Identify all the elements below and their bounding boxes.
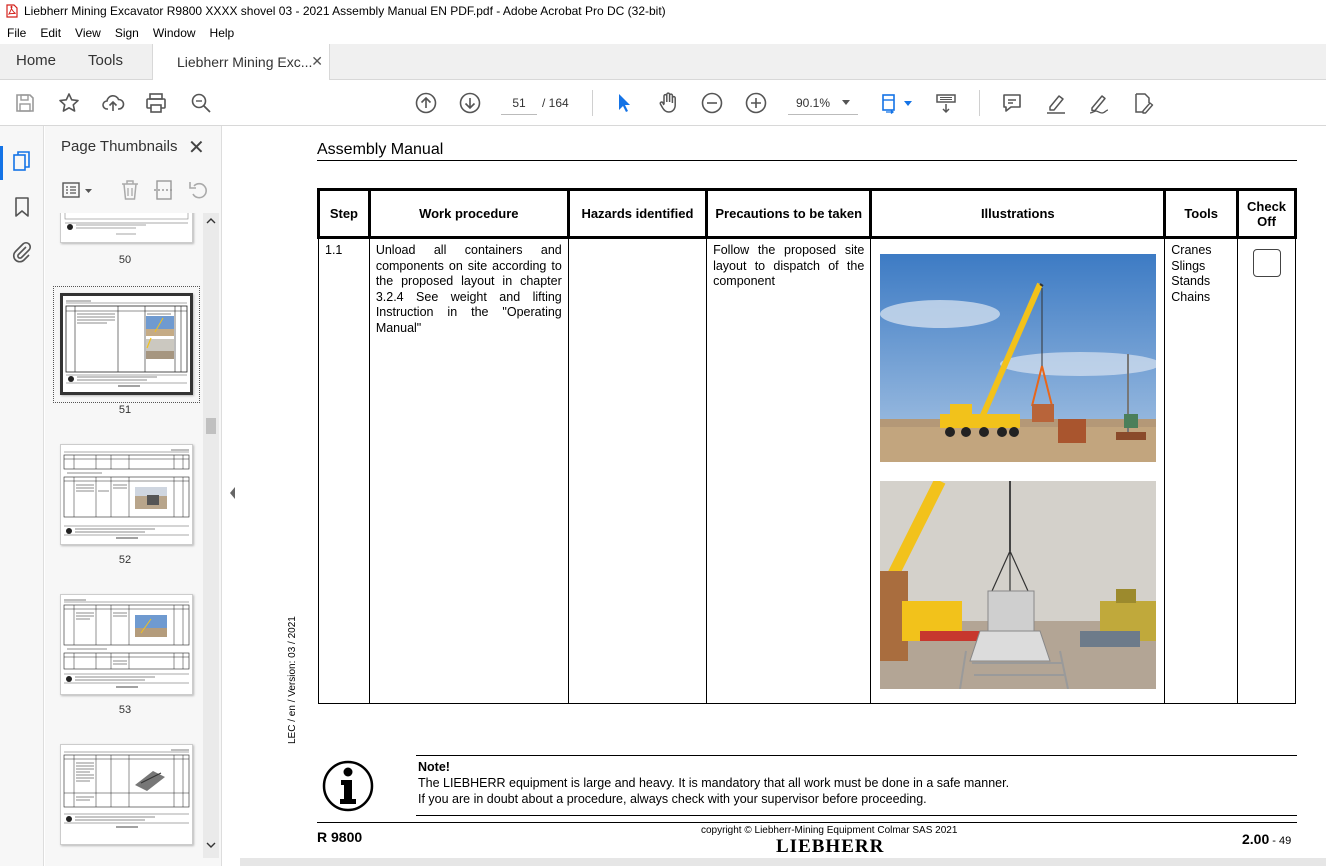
version-side-text: LEC / en / Version: 03 / 2021: [287, 616, 298, 744]
column-header: Step: [319, 190, 370, 238]
horizontal-scrollbar[interactable]: [240, 858, 1326, 866]
menu-window[interactable]: Window: [152, 26, 196, 40]
thumbnail-page[interactable]: [60, 594, 193, 695]
page-total: / 164: [542, 96, 569, 110]
tool-item: Cranes: [1171, 243, 1212, 257]
attachments-icon[interactable]: [10, 240, 34, 264]
menu-view[interactable]: View: [75, 26, 101, 40]
hand-tool-icon[interactable]: [656, 91, 680, 115]
precautions-cell: Follow the proposed site layout to dispatch of the component: [707, 238, 871, 704]
zoom-level-value: 90.1%: [796, 96, 831, 110]
tab-document[interactable]: [152, 44, 330, 81]
zoom-in-icon[interactable]: [744, 91, 768, 115]
table-header-row: [319, 190, 1296, 238]
toolbar-divider: [979, 90, 980, 116]
illustrations-cell: [871, 238, 1165, 704]
column-header: Work procedure: [369, 190, 568, 238]
tab-document-label: Liebherr Mining Exc...: [177, 54, 313, 70]
page-number-input[interactable]: [501, 91, 537, 115]
next-page-icon[interactable]: [458, 91, 482, 115]
thumbnail-page[interactable]: [60, 744, 193, 845]
footer-page-number: [1242, 831, 1291, 847]
footer-rule: [317, 822, 1297, 823]
thumbnail-label: 52: [118, 554, 132, 566]
panel-tools: [45, 176, 222, 206]
bookmark-star-icon[interactable]: [57, 91, 81, 115]
tab-tools[interactable]: Tools: [88, 52, 124, 69]
toolbar: [0, 80, 1326, 126]
scrollbar-thumb[interactable]: [206, 418, 216, 434]
table-row: [319, 238, 1296, 704]
header-rule: [317, 160, 1297, 161]
page-section: 2.00: [1242, 831, 1270, 847]
thumbnail-page[interactable]: [60, 444, 193, 545]
crane-lifting-bucket-photo: [880, 481, 1156, 689]
scroll-mode-icon[interactable]: [934, 91, 958, 115]
document-page: [240, 126, 1326, 866]
tool-item: Stands: [1171, 274, 1211, 288]
procedure-table: [317, 188, 1297, 704]
tab-home[interactable]: Home: [16, 52, 57, 69]
highlight-pen-icon[interactable]: [1044, 91, 1068, 115]
column-header: Hazards identified: [568, 190, 706, 238]
sign-pen-icon[interactable]: [1087, 91, 1111, 115]
note-text: If you are in doubt about a procedure, always check with your supervisor before proceeding.: [418, 792, 927, 806]
column-header: Illustrations: [871, 190, 1165, 238]
page-thumbnails-icon[interactable]: [10, 150, 34, 174]
upload-cloud-icon[interactable]: [101, 91, 125, 115]
select-cursor-icon[interactable]: [612, 91, 636, 115]
thumbnail-options-icon[interactable]: [61, 180, 95, 202]
footer-model: R 9800: [317, 829, 363, 845]
liebherr-logo: LIEBHERR: [776, 836, 885, 857]
title-bar: [0, 0, 1326, 22]
comment-icon[interactable]: [1000, 91, 1024, 115]
page-separator: -: [1269, 835, 1280, 847]
close-tab-icon[interactable]: ✕: [311, 53, 323, 69]
menu-file[interactable]: File: [7, 26, 27, 40]
column-header: Precautions to be taken: [707, 190, 871, 238]
check-off-checkbox[interactable]: [1253, 249, 1281, 277]
panel-title: Page Thumbnails: [61, 138, 178, 155]
close-panel-icon[interactable]: ✕: [188, 137, 205, 159]
hazards-cell: [568, 238, 706, 704]
note-title: Note!: [418, 760, 450, 774]
page-num: 49: [1279, 835, 1292, 847]
menu-sign[interactable]: Sign: [114, 26, 139, 40]
zoom-search-icon[interactable]: [189, 91, 213, 115]
delete-page-icon[interactable]: [119, 178, 141, 202]
menu-edit[interactable]: Edit: [40, 26, 62, 40]
tools-cell: [1165, 238, 1238, 704]
tool-item: Slings: [1171, 258, 1206, 273]
edit-document-icon[interactable]: [1131, 91, 1155, 115]
thumbnail-label: 50: [118, 254, 132, 266]
tab-bar: [0, 44, 1326, 80]
note-rule: [416, 815, 1297, 816]
note-text: The LIEBHERR equipment is large and heavy. It is mandatory that all work must be done in a safe manner.: [418, 776, 1010, 790]
thumbnails-panel: [45, 126, 222, 866]
footer-copyright: copyright © Liebherr-Mining Equipment Colmar SAS 2021: [701, 825, 958, 836]
thumbnail-scrollbar[interactable]: [203, 213, 219, 858]
bookmarks-icon[interactable]: [10, 195, 34, 219]
thumbnail-label: 51: [118, 404, 132, 416]
window-title: Liebherr Mining Excavator R9800 XXXX shovel 03 - 2021 Assembly Manual EN PDF.pdf - Adobe Acrobat Pro DC (32-bit): [24, 4, 666, 18]
thumbnail-list: [45, 213, 203, 858]
toolbar-divider: [592, 90, 593, 116]
thumbnail-page[interactable]: [60, 293, 193, 395]
collapse-panel-icon[interactable]: [225, 476, 239, 510]
crane-lifting-container-photo: [880, 254, 1156, 462]
info-icon: [322, 760, 374, 812]
menu-help[interactable]: Help: [209, 26, 235, 40]
thumbnail-page[interactable]: [60, 213, 193, 243]
print-icon[interactable]: [144, 91, 168, 115]
thumbnail-label: 53: [118, 704, 132, 716]
menu-bar: [0, 22, 1326, 44]
save-icon[interactable]: [13, 91, 37, 115]
page-fit-icon[interactable]: [878, 91, 902, 115]
check-off-cell: [1238, 238, 1296, 704]
document-header: Assembly Manual: [317, 141, 444, 158]
page-fit-dropdown-icon[interactable]: [904, 101, 912, 106]
active-indicator: [0, 146, 3, 180]
step-cell: 1.1: [319, 238, 370, 704]
undo-icon[interactable]: [187, 178, 209, 202]
scroll-up-icon[interactable]: [206, 217, 216, 225]
rotate-page-icon[interactable]: [153, 178, 175, 202]
column-header-check-off: [1238, 190, 1296, 238]
left-rail: [0, 126, 44, 866]
work-procedure-cell: Unload all containers and components on site according to the proposed layout in chapter 3.2.4 See weight and lifting Instruction in the "Operating Manual": [369, 238, 568, 704]
zoom-out-icon[interactable]: [700, 91, 724, 115]
note-rule: [416, 755, 1297, 756]
column-header: Tools: [1165, 190, 1238, 238]
tool-item: Chains: [1171, 289, 1211, 304]
chevron-down-icon[interactable]: [842, 100, 850, 105]
previous-page-icon[interactable]: [414, 91, 438, 115]
check-off-label: Check Off: [1247, 198, 1287, 229]
scroll-down-icon[interactable]: [206, 841, 216, 849]
acrobat-logo-icon: [6, 4, 18, 18]
